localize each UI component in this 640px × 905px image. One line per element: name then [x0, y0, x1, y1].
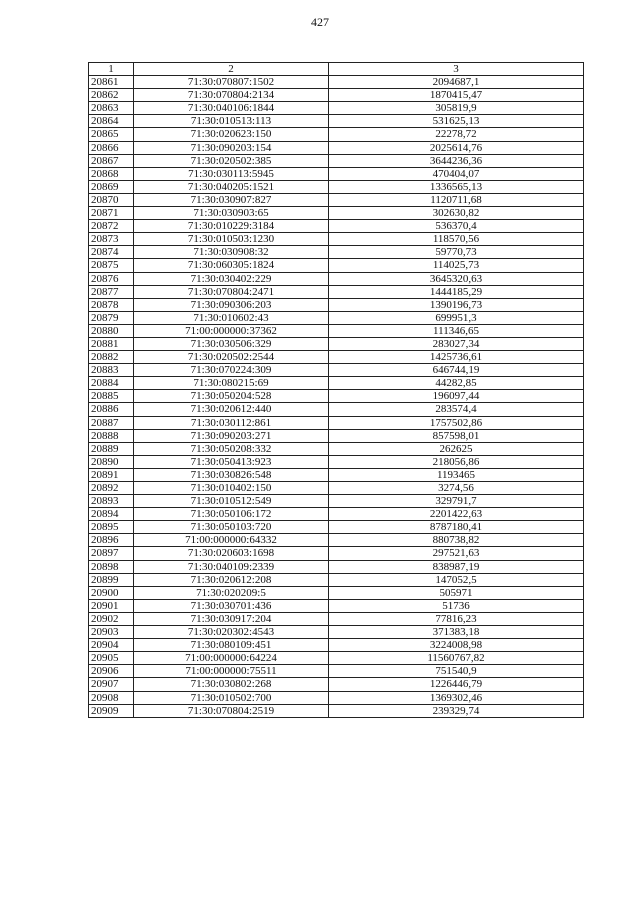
cadastral-value: 1870415,47: [329, 89, 584, 102]
cadastral-value: 147052,5: [329, 573, 584, 586]
row-number: 20868: [89, 167, 134, 180]
cadastral-number: 71:30:010502:700: [134, 691, 329, 704]
cadastral-number: 71:30:080109:451: [134, 639, 329, 652]
table-row: [89, 233, 584, 246]
cadastral-value: 329791,7: [329, 495, 584, 508]
cadastral-number: 71:30:040205:1521: [134, 180, 329, 193]
cadastral-number: 71:30:070804:2134: [134, 89, 329, 102]
table-row: [89, 207, 584, 220]
cadastral-number: 71:30:020502:2544: [134, 351, 329, 364]
row-number: 20902: [89, 612, 134, 625]
cadastral-value: 2201422,63: [329, 508, 584, 521]
cadastral-number: 71:30:010402:150: [134, 482, 329, 495]
table-header: [89, 63, 584, 76]
row-number: 20906: [89, 665, 134, 678]
table-row: [89, 560, 584, 573]
cadastral-number: 71:30:030113:5945: [134, 167, 329, 180]
cadastral-number: 71:30:030506:329: [134, 337, 329, 350]
cadastral-value: 118570,56: [329, 233, 584, 246]
row-number: 20880: [89, 324, 134, 337]
cadastral-number: 71:00:000000:75511: [134, 665, 329, 678]
table-row: [89, 154, 584, 167]
table-row: [89, 285, 584, 298]
row-number: 20899: [89, 573, 134, 586]
cadastral-number: 71:30:050208:332: [134, 442, 329, 455]
cadastral-value: 1226446,79: [329, 678, 584, 691]
table-row: [89, 311, 584, 324]
row-number: 20893: [89, 495, 134, 508]
row-number: 20872: [89, 220, 134, 233]
row-number: 20873: [89, 233, 134, 246]
cadastral-number: 71:30:010602:43: [134, 311, 329, 324]
table-row: [89, 89, 584, 102]
cadastral-value: 1120711,68: [329, 193, 584, 206]
row-number: 20903: [89, 626, 134, 639]
table-row: [89, 468, 584, 481]
row-number: 20887: [89, 416, 134, 429]
cadastral-number: 71:00:000000:37362: [134, 324, 329, 337]
table-row: [89, 102, 584, 115]
table-row: [89, 429, 584, 442]
table-row: [89, 76, 584, 89]
cadastral-value: 111346,65: [329, 324, 584, 337]
cadastral-number: 71:30:070804:2471: [134, 285, 329, 298]
cadastral-value: 3645320,63: [329, 272, 584, 285]
cadastral-number: 71:30:020502:385: [134, 154, 329, 167]
row-number: 20895: [89, 521, 134, 534]
cadastral-number: 71:30:030826:548: [134, 468, 329, 481]
row-number: 20885: [89, 390, 134, 403]
cadastral-number: 71:30:090203:271: [134, 429, 329, 442]
table-row: [89, 128, 584, 141]
registry-table: [88, 62, 584, 718]
cadastral-value: 8787180,41: [329, 521, 584, 534]
table-row: [89, 351, 584, 364]
table-row: [89, 259, 584, 272]
row-number: 20882: [89, 351, 134, 364]
row-number: 20867: [89, 154, 134, 167]
cadastral-number: 71:30:010503:1230: [134, 233, 329, 246]
cadastral-number: 71:30:030907:827: [134, 193, 329, 206]
row-number: 20901: [89, 599, 134, 612]
cadastral-value: 51736: [329, 599, 584, 612]
row-number: 20896: [89, 534, 134, 547]
table-row: [89, 573, 584, 586]
cadastral-value: 838987,19: [329, 560, 584, 573]
cadastral-number: 71:30:080215:69: [134, 377, 329, 390]
table-row: [89, 652, 584, 665]
row-number: 20870: [89, 193, 134, 206]
table-row: [89, 665, 584, 678]
cadastral-value: 1369302,46: [329, 691, 584, 704]
cadastral-value: 283027,34: [329, 337, 584, 350]
cadastral-number: 71:30:020623:150: [134, 128, 329, 141]
table-row: [89, 508, 584, 521]
table-row: [89, 364, 584, 377]
cadastral-number: 71:30:070807:1502: [134, 76, 329, 89]
row-number: 20878: [89, 298, 134, 311]
cadastral-number: 71:30:030802:268: [134, 678, 329, 691]
cadastral-value: 371383,18: [329, 626, 584, 639]
table-row: [89, 547, 584, 560]
cadastral-value: 305819,9: [329, 102, 584, 115]
cadastral-value: 114025,73: [329, 259, 584, 272]
row-number: 20892: [89, 482, 134, 495]
cadastral-value: 880738,82: [329, 534, 584, 547]
row-number: 20863: [89, 102, 134, 115]
cadastral-value: 1193465: [329, 468, 584, 481]
cadastral-number: 71:30:010229:3184: [134, 220, 329, 233]
table-row: [89, 599, 584, 612]
cadastral-value: 218056,86: [329, 455, 584, 468]
cadastral-value: 196097,44: [329, 390, 584, 403]
cadastral-number: 71:30:050106:172: [134, 508, 329, 521]
table-row: [89, 272, 584, 285]
row-number: 20866: [89, 141, 134, 154]
cadastral-value: 1757502,86: [329, 416, 584, 429]
cadastral-number: 71:30:050204:528: [134, 390, 329, 403]
row-number: 20900: [89, 586, 134, 599]
table-row: [89, 639, 584, 652]
cadastral-number: 71:30:010513:113: [134, 115, 329, 128]
cadastral-value: 699951,3: [329, 311, 584, 324]
row-number: 20898: [89, 560, 134, 573]
cadastral-value: 857598,01: [329, 429, 584, 442]
table-row: [89, 691, 584, 704]
table-row: [89, 403, 584, 416]
table-row: [89, 377, 584, 390]
cadastral-value: 77816,23: [329, 612, 584, 625]
row-number: 20874: [89, 246, 134, 259]
cadastral-value: 22278,72: [329, 128, 584, 141]
row-number: 20877: [89, 285, 134, 298]
row-number: 20886: [89, 403, 134, 416]
table-row: [89, 390, 584, 403]
row-number: 20909: [89, 704, 134, 717]
cadastral-number: 71:30:040106:1844: [134, 102, 329, 115]
cadastral-value: 2025614,76: [329, 141, 584, 154]
cadastral-number: 71:30:040109:2339: [134, 560, 329, 573]
table-row: [89, 455, 584, 468]
cadastral-number: 71:30:070224:309: [134, 364, 329, 377]
cadastral-value: 44282,85: [329, 377, 584, 390]
column-header-2: 2: [134, 63, 329, 76]
cadastral-value: 531625,13: [329, 115, 584, 128]
cadastral-number: 71:30:070804:2519: [134, 704, 329, 717]
table-row: [89, 586, 584, 599]
table-row: [89, 337, 584, 350]
cadastral-value: 3274,56: [329, 482, 584, 495]
cadastral-number: 71:30:050413:923: [134, 455, 329, 468]
cadastral-value: 1336565,13: [329, 180, 584, 193]
table-row: [89, 534, 584, 547]
cadastral-value: 239329,74: [329, 704, 584, 717]
row-number: 20875: [89, 259, 134, 272]
row-number: 20891: [89, 468, 134, 481]
table-row: [89, 626, 584, 639]
cadastral-number: 71:30:030908:32: [134, 246, 329, 259]
table-row: [89, 246, 584, 259]
cadastral-number: 71:30:030917:204: [134, 612, 329, 625]
table-row: [89, 180, 584, 193]
column-header-3: 3: [329, 63, 584, 76]
row-number: 20881: [89, 337, 134, 350]
cadastral-number: 71:30:090306:203: [134, 298, 329, 311]
row-number: 20888: [89, 429, 134, 442]
cadastral-value: 302630,82: [329, 207, 584, 220]
cadastral-number: 71:30:010512:549: [134, 495, 329, 508]
cadastral-value: 1390196,73: [329, 298, 584, 311]
row-number: 20883: [89, 364, 134, 377]
table-row: [89, 495, 584, 508]
cadastral-number: 71:30:030402:229: [134, 272, 329, 285]
table-row: [89, 167, 584, 180]
cadastral-value: 1425736,61: [329, 351, 584, 364]
table-row: [89, 612, 584, 625]
row-number: 20879: [89, 311, 134, 324]
cadastral-value: 1444185,29: [329, 285, 584, 298]
row-number: 20861: [89, 76, 134, 89]
row-number: 20905: [89, 652, 134, 665]
cadastral-value: 59770,73: [329, 246, 584, 259]
row-number: 20897: [89, 547, 134, 560]
cadastral-number: 71:30:020612:440: [134, 403, 329, 416]
cadastral-value: 297521,63: [329, 547, 584, 560]
cadastral-value: 536370,4: [329, 220, 584, 233]
table-row: [89, 141, 584, 154]
row-number: 20865: [89, 128, 134, 141]
header-row: [89, 63, 584, 76]
row-number: 20876: [89, 272, 134, 285]
cadastral-number: 71:30:030112:861: [134, 416, 329, 429]
row-number: 20908: [89, 691, 134, 704]
cadastral-number: 71:30:020302:4543: [134, 626, 329, 639]
row-number: 20864: [89, 115, 134, 128]
cadastral-number: 71:30:060305:1824: [134, 259, 329, 272]
cadastral-value: 505971: [329, 586, 584, 599]
cadastral-number: 71:30:020209:5: [134, 586, 329, 599]
cadastral-number: 71:30:020612:208: [134, 573, 329, 586]
cadastral-value: 2094687,1: [329, 76, 584, 89]
cadastral-value: 470404,07: [329, 167, 584, 180]
column-header-1: 1: [89, 63, 134, 76]
row-number: 20869: [89, 180, 134, 193]
cadastral-number: 71:00:000000:64224: [134, 652, 329, 665]
row-number: 20871: [89, 207, 134, 220]
cadastral-number: 71:30:090203:154: [134, 141, 329, 154]
row-number: 20907: [89, 678, 134, 691]
cadastral-value: 3224008,98: [329, 639, 584, 652]
table-row: [89, 193, 584, 206]
cadastral-number: 71:30:030903:65: [134, 207, 329, 220]
cadastral-value: 3644236,36: [329, 154, 584, 167]
table-row: [89, 115, 584, 128]
cadastral-number: 71:30:050103:720: [134, 521, 329, 534]
table-row: [89, 521, 584, 534]
page-number: 427: [311, 15, 329, 29]
cadastral-value: 751540,9: [329, 665, 584, 678]
row-number: 20884: [89, 377, 134, 390]
cadastral-value: 283574,4: [329, 403, 584, 416]
table-row: [89, 442, 584, 455]
cadastral-value: 262625: [329, 442, 584, 455]
cadastral-number: 71:30:030701:436: [134, 599, 329, 612]
row-number: 20862: [89, 89, 134, 102]
table-row: [89, 678, 584, 691]
cadastral-number: 71:30:020603:1698: [134, 547, 329, 560]
row-number: 20904: [89, 639, 134, 652]
row-number: 20890: [89, 455, 134, 468]
row-number: 20894: [89, 508, 134, 521]
table-body: [89, 76, 584, 718]
cadastral-number: 71:00:000000:64332: [134, 534, 329, 547]
table-row: [89, 220, 584, 233]
table-row: [89, 482, 584, 495]
table-row: [89, 298, 584, 311]
table-row: [89, 324, 584, 337]
cadastral-value: 646744,19: [329, 364, 584, 377]
row-number: 20889: [89, 442, 134, 455]
table-row: [89, 416, 584, 429]
table-row: [89, 704, 584, 717]
cadastral-value: 11560767,82: [329, 652, 584, 665]
